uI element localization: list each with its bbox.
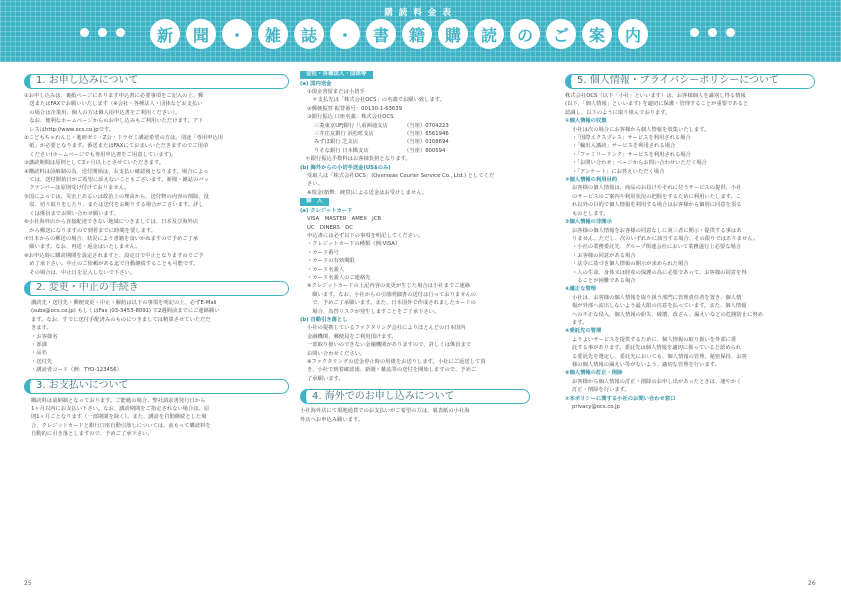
title-char: ・	[330, 19, 360, 49]
text-line: ・品名	[31, 350, 47, 357]
text-line: ・「輸出入講読」サービスを利用される場合	[572, 143, 676, 150]
text-line: ③講読期間は原則として3ヶ月以上とさせていただきます。	[24, 160, 165, 167]
text-line: ・「ファミリーリンク」サービスを利用される場合	[572, 151, 691, 158]
text-line: 受取人は「株式会社OCS」(Overseas Courier Service Co., Ltd.) としてくだ	[307, 172, 495, 179]
privacy-4-title: ④適正な管理	[565, 286, 596, 293]
title-char: 内	[618, 19, 648, 49]
text-line: ください(ホームページでも専用申込書をご用意しています)。	[24, 151, 177, 158]
text-line: ③銀行振込 口座名義：株式会社OCS	[307, 114, 394, 121]
dot-icon	[690, 28, 699, 37]
text-line: お客様の個人情報は、商品のお届けやそれに付うサービスの提供、小社	[572, 185, 742, 192]
text-line: ※現金(紙幣、硬貨)による送金はお受けしません。	[307, 189, 428, 196]
domestic-items	[300, 88, 530, 122]
text-line: ることが困難である場合	[572, 277, 636, 284]
text-line: くは係員までお問い合わせ願います。	[24, 210, 119, 217]
privacy-3-title: ③個人情報の非開示	[565, 219, 612, 226]
section-2-body	[24, 299, 289, 375]
text-line: きます。	[31, 325, 52, 332]
title-char: 読	[474, 19, 504, 49]
title-char: ご	[546, 19, 576, 49]
text-line: 一部取り扱いのできない金融機関がありますので、詳しくは係員まで	[307, 342, 472, 349]
overseas-check-title: (b) 海外からの小切手送金(US$のみ)	[300, 164, 391, 171]
text-line: ①お申し込みは、裏紙ページにあります申込書に必要事項をご記入の上、郵	[24, 93, 204, 99]
text-line: ・部課	[31, 341, 47, 348]
text-line: ・お客様の同意がある場合	[572, 252, 636, 259]
text-line: クナンバーは原則受け付けておりません。	[24, 185, 130, 192]
title-char: 籍	[402, 19, 432, 49]
text-line: お客様から個人情報の訂正・削除のお申し出があったときは、速やかく	[572, 378, 742, 385]
text-line: ＊支払先は「株式会社OCS」の名義でお願い致します。	[307, 97, 445, 104]
credit-card-items	[300, 215, 530, 316]
text-line: ・「アンケート」にお答えいただく場合	[572, 168, 665, 175]
text-line: ・カード番号	[307, 249, 339, 256]
text-line: ⑤国によっては、災害上あるいは政治上の理由から、送付物の内容の削除、没	[24, 193, 209, 200]
text-line: (以下、「個人情報」といいます) を適切に保護・管理することが重要であると	[565, 101, 749, 108]
dot-icon	[726, 28, 735, 37]
text-line: 収、切り取りをしたり、または送付をお断りする場合がございます。詳し	[24, 202, 204, 209]
text-line: ⑥小社海外店から直接配達できない地域につきましては、日本及び海外店	[24, 219, 199, 226]
text-line: (subs@ocs.co.jp) もしくはFax (03-3453-8091) で2週間前までにご連絡願い	[31, 308, 220, 315]
column-middle	[300, 70, 530, 424]
text-line: の場合は企業用、個人の方は個人用申込書をご利用ください）。	[24, 109, 181, 116]
bank-account: （当座）0108694	[404, 139, 449, 146]
section-3-body	[24, 397, 289, 439]
text-line: で、予めご了承願います。また、日本国外で作成されましたカードの	[307, 300, 476, 307]
privacy-1-title: ①個人情報の収集	[565, 118, 607, 125]
text-line: 1ヶ月以内にお支払い下さい。なお、講読期間をご指定されない場合は、原	[31, 406, 210, 412]
text-line: 送またはFAXでお願いいたします（※会社・各種法人・団体などお支払い	[24, 101, 203, 108]
text-line: ①現金書留または小切手	[307, 88, 365, 95]
text-line: 場合、為替リスクが発生しますことをご了承下さい。	[307, 308, 440, 315]
column-left	[24, 70, 289, 439]
title-char: 案	[582, 19, 612, 49]
section-heading-2: 2. 変更・中止の手続き	[24, 281, 289, 296]
text-line: 認識し、以下のように取り組んでおります。	[565, 109, 671, 116]
text-line: その場合は、中止日を記入しないで下さい。	[24, 269, 136, 276]
text-line: ⑧お申込時に購読期間を設定されますと、設定日で中止となりますのでご予	[24, 252, 204, 259]
text-line: 願います。なお、再送・返金はいたしません。	[24, 244, 141, 251]
text-line: りません。ただし、次のいずれかに該当する場合、その限りではありません。	[572, 235, 759, 242]
text-line: 了承願います。	[307, 375, 344, 382]
bank-name: みずほ銀行 芝支店	[314, 139, 359, 146]
privacy-1-body	[565, 126, 815, 176]
text-line: ・人の生命、身体又は財産の保護の為に必要であって、お客様の同意を得	[572, 269, 747, 276]
text-line: ※クレジットカードの上記内容の変更が生じた場合は小社までご連絡	[307, 283, 471, 290]
text-line: よりよいサービスを提供するために、個人情報の取り扱いを外部に委	[572, 336, 737, 343]
text-line: ・法令に基づき個人情報の開示が求められた場合	[572, 261, 689, 268]
privacy-4-body	[565, 294, 815, 328]
title-char: 聞	[186, 19, 216, 49]
text-line: 金融機関、郵便局をご利用頂けます。	[307, 333, 397, 340]
text-line: のサービスのご案内や利用状況の把握をするために利用いたします。こ	[572, 193, 742, 200]
text-line: から郵送になりますので到着までに時間を要します。	[24, 227, 156, 234]
text-line: 小社海外店にて現地通貨でのお支払いがご希望の方は、裏表紙の小社海	[300, 408, 470, 415]
text-line: ・お客様名	[31, 333, 58, 340]
text-line: 株式会社OCS（以下「小社」といいます）は、お客様個人を識別し得る情報	[565, 93, 746, 99]
text-line: ・小社の業務委託先、グループ関連会社において業務遂行上必要な場合	[572, 244, 742, 251]
text-line: 小社は、お客様の個人情報を取り扱う部門に管理責任者を置き、個人情	[572, 294, 742, 301]
text-line: 報が外部へ流出しないよう最大限の注意を払っています。また、個人情報	[572, 303, 747, 310]
text-line: ・送付先	[31, 358, 53, 365]
bank-account: （当座）6561946	[404, 130, 449, 137]
text-line: お問い合わせください。	[307, 350, 366, 357]
page-number-right: 26	[808, 580, 816, 587]
text-line: 申込書には必ず以下の事項を明記してください。	[307, 232, 424, 239]
corporate-tag: 会社・各種法人・団体等	[300, 71, 373, 79]
text-line: ②郵便振替 振替番号：00130-1-63639	[307, 105, 402, 112]
bank-name: 三菱東京UFJ銀行 八重洲通支店	[314, 122, 388, 129]
text-line: 外店へお申込み願います。	[300, 416, 364, 423]
privacy-6-title: ⑥個人情報の訂正・削除	[565, 370, 623, 377]
privacy-2-title: ②個人情報の利用目的	[565, 177, 618, 184]
text-line: め了承下さい。中止のご依頼がある迄で自動継続することも可能です。	[24, 261, 199, 268]
text-line: privacy@ocs.co.jp	[572, 404, 620, 411]
banner-title	[150, 19, 648, 49]
dot-icon	[708, 28, 717, 37]
bank-account: （当座）800594	[404, 147, 446, 154]
privacy-5-title: ⑤委託先の管理	[565, 328, 602, 335]
text-line: ※ファクタリングの送金停止時の用紙をお送りします。小社にご返送して頂	[307, 359, 486, 365]
bank-row	[314, 122, 530, 130]
text-line: き、小社で到着確認後、新聞・雑誌等の送付を開始しますので、予めご	[307, 367, 477, 374]
text-line: ⑦日本からの郵送の場合、状況により書籍を食いかねますので予めご了承	[24, 235, 199, 242]
section-heading-5: 5. 個人情報・プライバシーポリシーについて	[565, 74, 815, 89]
text-line: ・クレジットカードの種類（例:VISA）	[307, 241, 401, 248]
right-dots	[690, 28, 735, 37]
credit-card-title: (a) クレジットカード	[300, 207, 353, 214]
title-char: 新	[150, 19, 180, 49]
text-line: 小社は次の場合にお客様から個人情報を収集いたします。	[572, 126, 710, 133]
text-line: レスはhttp://www.ocs.co.jpです。	[24, 126, 115, 133]
text-line: 則1ヶ月ごとなります（一部期間を除く）。また、講読を自動継続とした場	[31, 414, 207, 421]
text-line: ・「国際エクスプレス」サービスを利用される場合	[572, 135, 691, 142]
domestic-title: (a) 国内送金	[300, 80, 332, 87]
text-line: 託する事があります。委託先は個人情報を適切に扱っていると認められ	[572, 345, 742, 352]
text-line: なお、便利なホームページからのお申し込みもご利用いただけます。アド	[24, 118, 204, 125]
auto-debit-items	[300, 324, 530, 383]
individual-tag: 個 人	[300, 198, 329, 206]
text-line: ・カード名義人	[307, 266, 345, 273]
text-line: への不正な侵入、個人情報の紛失、破壊、改ざん、漏えいなどの危険防止に努め	[572, 311, 764, 318]
text-line: ④購読料は前納制の為、送付開始は、お支払い確認後となります。場合によっ	[24, 168, 209, 175]
bank-list	[300, 122, 530, 156]
privacy-5-body	[565, 336, 815, 370]
dot-icon	[80, 28, 89, 37]
banner-subtitle: 購読料金表	[384, 8, 457, 18]
section-heading-1: 1. お申し込みについて	[24, 74, 289, 89]
title-char: ・	[222, 19, 252, 49]
auto-debit-title: (b) 自動引き落とし	[300, 316, 348, 323]
section-4-body	[300, 407, 530, 424]
text-line: UC DINERS DC	[307, 224, 353, 231]
text-line: ます。なお、すでに送付手配済みのものにつきましては精算させていただだ	[31, 316, 211, 323]
bank-row	[314, 138, 530, 146]
section-heading-4: 4. 海外でのお申し込みについて	[300, 389, 530, 404]
page-number-left: 25	[24, 580, 32, 587]
text-line: 購読料は前納制となっております。ご能範の場合、弊社請求書発行日から	[31, 397, 206, 404]
bank-name: 三井住友銀行 浜松町支店	[314, 130, 374, 137]
text-line: 紙」が必要となります。番送またはFAXにておまいいただきますのでご用命	[24, 143, 209, 150]
text-line: ます。	[572, 319, 588, 326]
text-line: れ以外の目的で個人情報を利用する場合はお客様から個別に同意を頂る	[572, 202, 742, 209]
text-line: ものとします。	[572, 210, 609, 217]
text-line: 自動的に引き落としますので、予めご了承下さい。	[31, 431, 153, 438]
title-char: の	[510, 19, 540, 49]
section-heading-3: 3. お支払いについて	[24, 379, 289, 394]
privacy-6-body	[565, 378, 815, 395]
text-line: ては、送付開始日がご希望に添えないこともございます。新聞・雑誌のバッ	[24, 177, 209, 184]
text-line: VISA MASTER AMEX JCB	[307, 216, 382, 223]
title-char: 誌	[294, 19, 324, 49]
bank-name: りそな銀行 日本橋支店	[314, 147, 369, 154]
text-line: 願います。なお、小社からの引落明細書の送付は行っておりませんの	[307, 291, 477, 298]
title-char: 購	[438, 19, 468, 49]
text-line: る委託先を選定し、委託先においても、個人情報の管理、秘密保持、お客	[572, 353, 747, 360]
header-banner	[0, 0, 841, 62]
bank-row	[314, 130, 530, 138]
text-line: ②こどもちゃれんじ・進研ゼミ・Z会・ドラゼミ講読希望の方は、別途「専用申込用	[24, 135, 224, 142]
text-line: お客様の個人情報をお客様の同意なしに第三者に開示・提供する事はあ	[572, 227, 742, 234]
dot-icon	[116, 28, 125, 37]
privacy-2-body	[565, 184, 815, 218]
bank-account: （当座）0704223	[404, 122, 449, 129]
privacy-intro	[565, 92, 815, 117]
text-line: ・カード名義人のご連絡先	[307, 274, 371, 281]
text-line: 小社の提携しているファクタリング会社によりほとんどの日本国内	[307, 325, 466, 332]
text-line: ・「お問い合わせ」ページからお問い合わせいただく場合	[572, 160, 707, 167]
overseas-check-items	[300, 172, 530, 197]
title-char: 書	[366, 19, 396, 49]
title-char: 雑	[258, 19, 288, 49]
text-line: 様の個人情報の漏えい等がないよう、適切な管理を行います。	[572, 362, 720, 368]
text-line: ・カードの有効期限	[307, 258, 355, 265]
bank-note: ＊銀行振込手数料はお客様負担となります。	[300, 156, 411, 163]
privacy-contact-email[interactable]	[565, 403, 815, 411]
bank-row	[314, 147, 530, 155]
text-line: 合、クレジットカードと銀行口座自動引落しについては、前もって購読料を	[31, 422, 211, 429]
left-dots	[80, 28, 125, 37]
privacy-7-title: ⑦本ポリシーに関する小社のお問い合わせ窓口	[565, 395, 676, 402]
text-line: ・講読者コード（例：TYO-123456）	[31, 367, 122, 374]
text-line: 訂正・削除を行います。	[572, 387, 630, 394]
dot-icon	[98, 28, 107, 37]
section-1-body	[24, 92, 289, 277]
text-line: 講読先・送付先・郵便変更・中止・解約は以下の事項を明記の上、必ずE-Mail	[31, 299, 217, 306]
text-line: さい。	[307, 181, 323, 188]
privacy-3-body	[565, 227, 815, 286]
column-right	[565, 70, 815, 411]
